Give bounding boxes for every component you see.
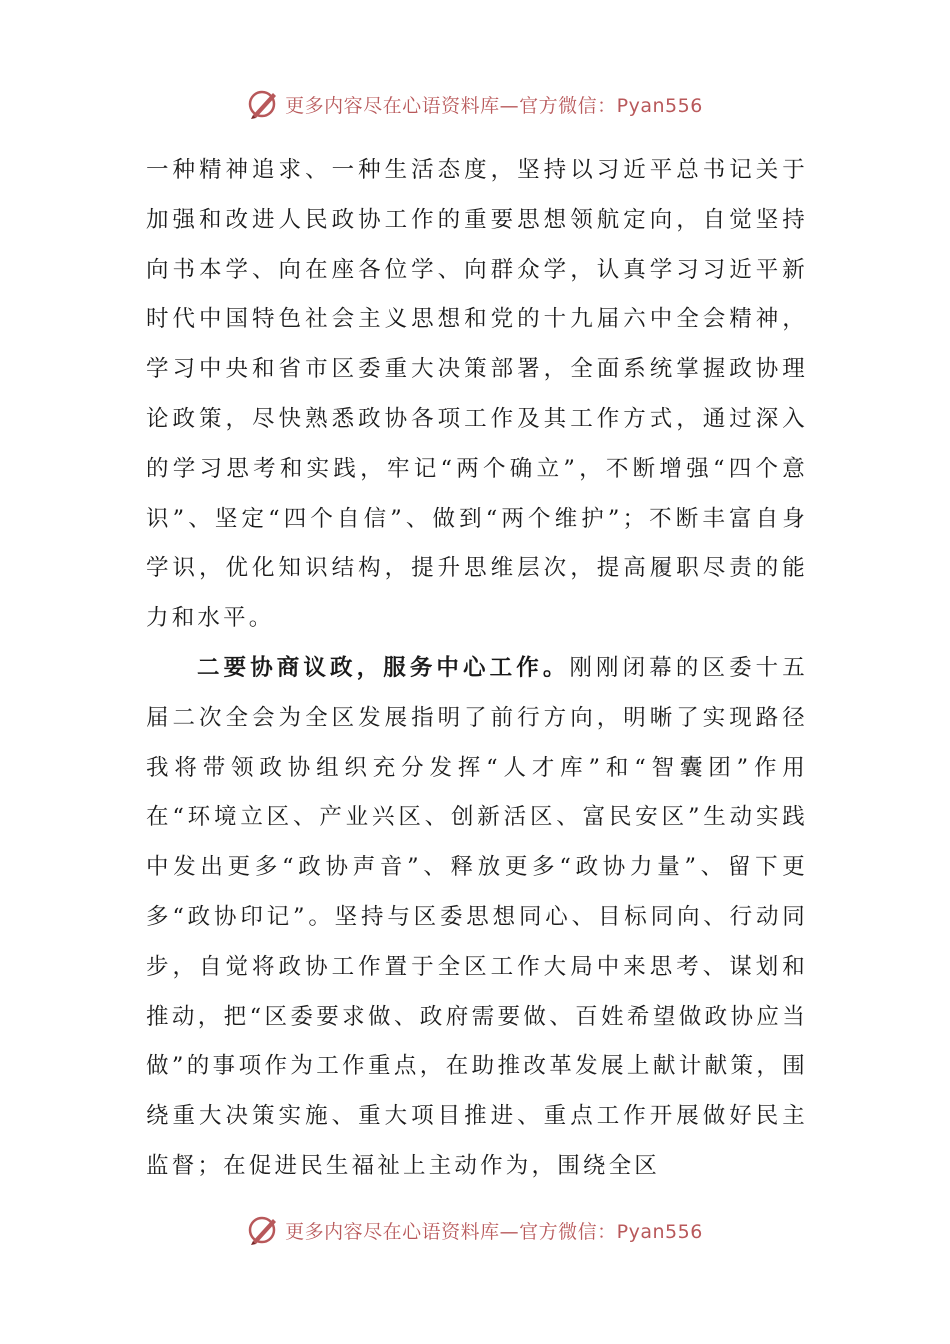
paragraph-study: 一种精神追求、一种生活态度，坚持以习近平总书记关于加强和改进人民政协工作的重要思想领航定向，自觉坚持向书本学、向在座各位学、向群众学，认真学习习近平新时代中国特色社会主义思想和党的十九届六中全会精神，学习中央和省市区委重大决策部署，全面系统掌握政协理论政策，尽快熟悉政协各项工作及其工作方式，通过深入的学习思考和实践，牢记“两个确立”，不断增强“四个意识”、坚定“四个自信”、做到“两个维护”；不断丰富自身学识，优化知识结构，提升思维层次，提高履职尽责的能力和水平。 (146, 157, 808, 632)
header-banner-text: 更多内容尽在心语资料库—官方微信：Pyan556 (285, 94, 703, 117)
footer-banner (0, 1210, 950, 1250)
header-banner (0, 84, 950, 124)
paragraph-heading: 二要协商议政，服务中心工作。 (197, 654, 570, 681)
footer-banner-text: 更多内容尽在心语资料库—官方微信：Pyan556 (285, 1220, 703, 1243)
document-body (146, 146, 808, 1192)
pen-logo-icon (247, 1213, 281, 1247)
paragraph-text: 刚刚闭幕的区委十五届二次全会为全区发展指明了前行方向，明晰了实现路径我将带领政协组织充分发挥“人才库”和“智囊团”作用在“环境立区、产业兴区、创新活区、富民安区”生动实践中发出更多“政协声音”、释放更多“政协力量”、留下更多“政协印记”。坚持与区委思想同心、目标同向、行动同步，自觉将政协工作置于全区工作大局中来思考、谋划和推动，把“区委要求做、政府需要做、百姓希望做政协应当做”的事项作为工作重点，在助推改革发展上献计献策，围绕重大决策实施、重大项目推进、重点工作开展做好民主监督；在促进民生福祉上主动作为，围绕全区 (146, 654, 808, 1179)
pen-logo-icon (247, 87, 281, 121)
paragraph-consultation (146, 644, 808, 1192)
